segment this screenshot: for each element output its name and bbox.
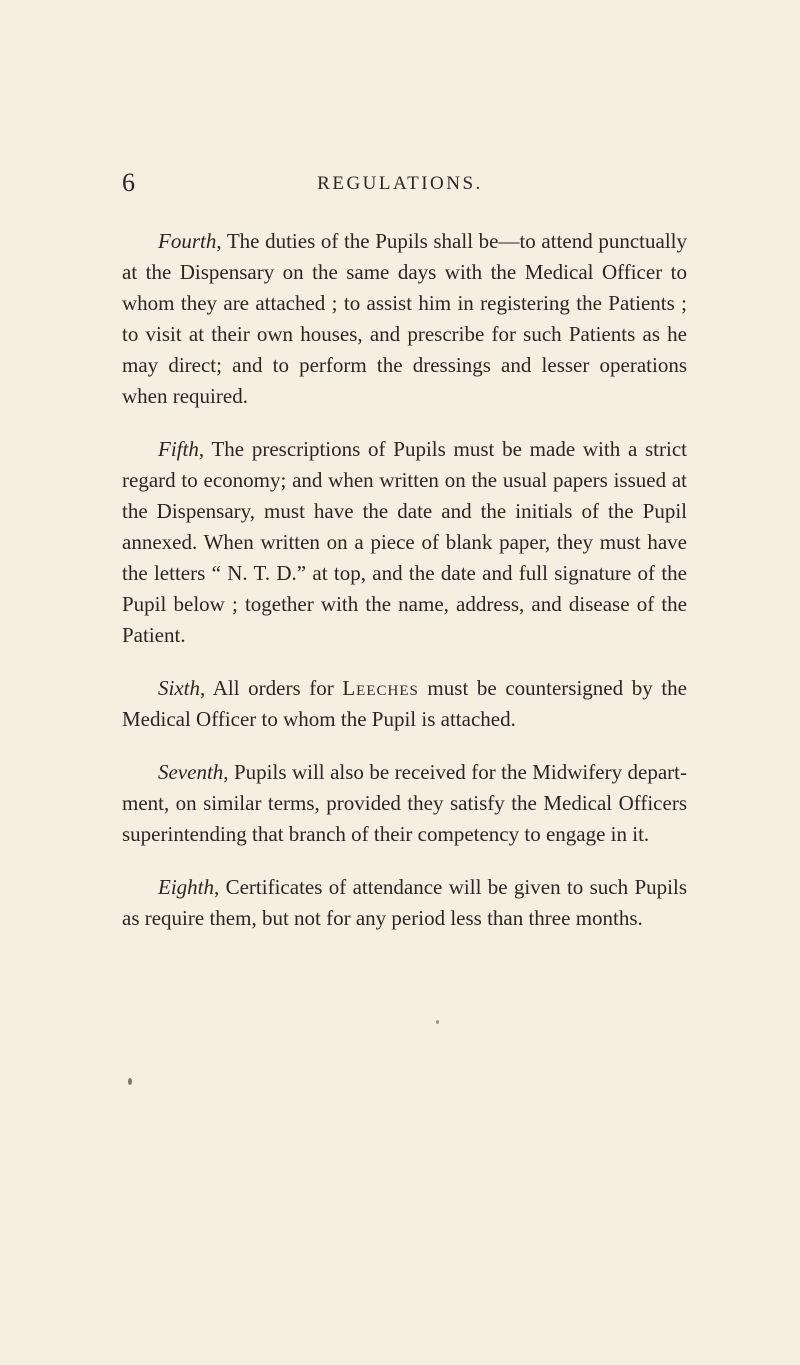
- paragraph-text: The prescriptions of Pupils must be made with a strict regard to economy; and when written on the usual papers issued at the Dispensary, must have the date and the initials of the Pupil annexed. When written on a piece of blank paper, they must have the letters “ N. T. D.” at top, and the date and full signature of the Pupil below ; together with the name, address, and disease of the Patient.: [122, 437, 687, 647]
- ordinal-separator: ,: [214, 875, 226, 899]
- paragraph-eighth: [122, 872, 687, 934]
- ordinal-label: Sixth: [158, 676, 200, 700]
- page-number: 6: [122, 168, 135, 197]
- paragraph-text: Certificates of attendance will be given to such Pupils as require them, but not for any period less than three months.: [122, 875, 688, 930]
- paper-speck: [128, 1078, 132, 1085]
- ordinal-separator: ,: [216, 229, 227, 253]
- ordinal-label: Fourth: [158, 229, 217, 253]
- paragraph-text: must be countersigned by the Medical Officer to whom the Pupil is attached.: [122, 676, 687, 731]
- running-head: REGULATIONS.: [317, 173, 483, 194]
- paragraph-text: The duties of the Pupils shall be—to attend punctually at the Dispensary on the same days with the Medical Officer to whom they are attached ; to assist him in registering the Patients ; to visit at their own houses, and prescribe for such Patients as he may direct; and to perform the dressings and lesser operations when required.: [122, 229, 687, 408]
- ordinal-separator: ,: [200, 676, 213, 700]
- paragraph-sixth: [122, 673, 687, 735]
- paragraph-fourth: [122, 226, 687, 412]
- ordinal-label: Eighth: [158, 875, 214, 899]
- ordinal-label: Seventh: [158, 760, 224, 784]
- leeches-term: Leeches: [342, 676, 419, 700]
- ordinal-label: Fifth: [158, 437, 199, 461]
- paper-speck: [436, 1020, 439, 1024]
- paragraph-text: All orders for: [212, 676, 343, 700]
- paragraph-seventh: [122, 757, 687, 850]
- ordinal-separator: ,: [223, 760, 234, 784]
- paragraph-fifth: [122, 434, 687, 651]
- ordinal-separator: ,: [198, 437, 212, 461]
- body-text: [122, 226, 687, 956]
- paragraph-text: Pupils will also be received for the Midwifery department, on similar terms, provided they satisfy the Medical Officers superintending that branch of their competency to engage in it.: [122, 760, 687, 846]
